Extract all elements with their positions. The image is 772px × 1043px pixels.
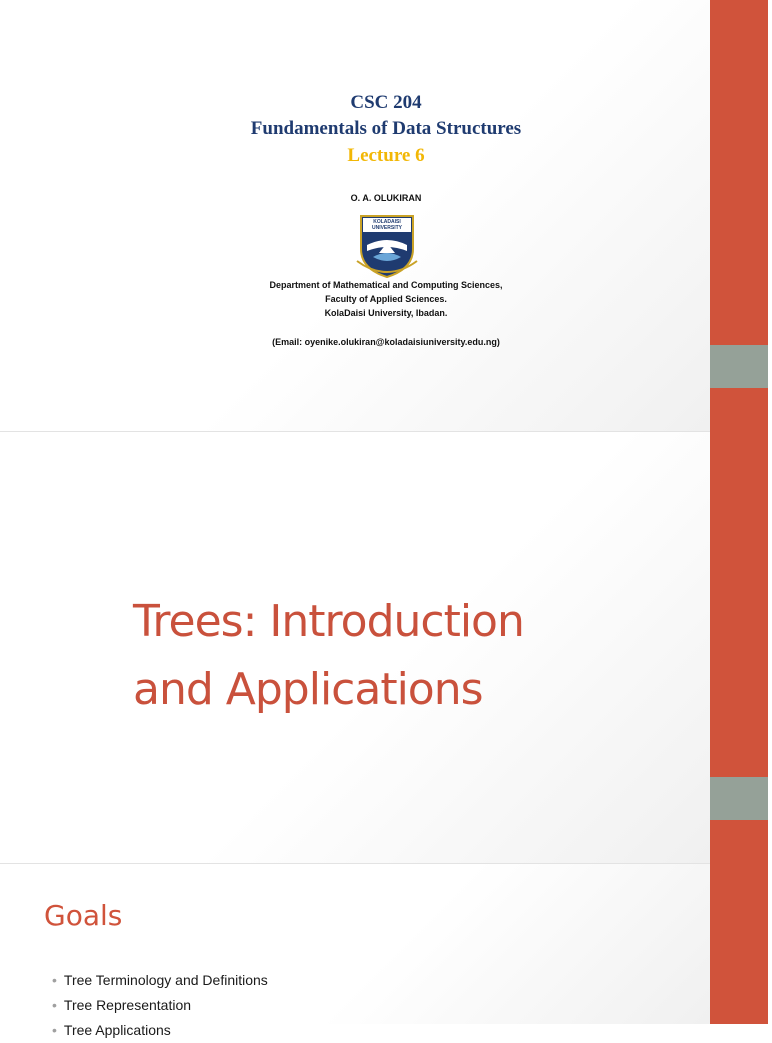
list-item [52,968,268,993]
slide-2-section-title [0,432,768,864]
course-title: Fundamentals of Data Structures [250,118,522,139]
list-item-text: Tree Applications [63,1022,171,1038]
slide-background [0,432,710,864]
list-item [52,993,268,1018]
bullet-icon: • [52,972,57,988]
lecture-number: Lecture 6 [347,145,425,166]
slide-background [0,0,710,432]
department-line: Department of Mathematical and Computing Sciences, [269,280,503,290]
goals-heading: Goals [44,899,123,932]
accent-band [710,432,768,777]
accent-band [710,820,768,864]
gray-band [710,345,768,388]
accent-band [710,864,768,1024]
accent-band [710,388,768,432]
bullet-icon: • [52,1022,57,1038]
list-item-text: Tree Representation [63,997,192,1013]
bullet-icon: • [52,997,57,1013]
gray-band [710,777,768,820]
section-title-line-2: and Applications [133,664,483,715]
faculty-line: Faculty of Applied Sciences. [325,294,447,304]
university-line: KolaDaisi University, Ibadan. [324,308,448,318]
logo-text: KOLADAISI UNIVERSITY [371,219,402,231]
slide-3-goals [0,864,768,1038]
email-line: (Email: oyenike.olukiran@koladaisiuniversity.edu.ng) [272,337,500,347]
slide-1-title [0,0,768,432]
goals-list [52,968,268,1043]
course-code: CSC 204 [350,92,422,113]
author-name: O. A. OLUKIRAN [350,193,422,203]
list-item [52,1018,268,1043]
list-item-text: Tree Terminology and Definitions [63,972,268,988]
section-title-line-1: Trees: Introduction [133,596,524,647]
